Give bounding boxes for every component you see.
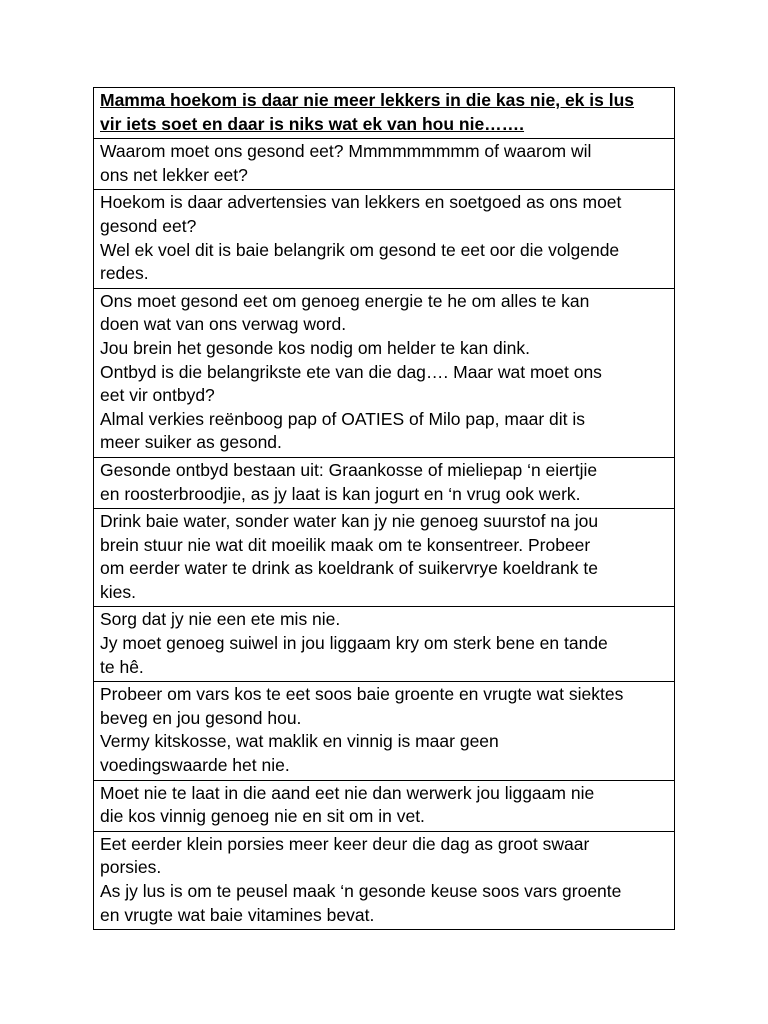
text-line: Drink baie water, sonder water kan jy nie genoeg suurstof na jou [100,511,599,532]
table-row [94,607,675,682]
text-line: die kos vinnig genoeg nie en sit om in vet. [100,806,425,827]
text-line: voedingswaarde het nie. [100,755,290,776]
text-line: gesond eet? [100,215,197,236]
heading-line: vir iets soet en daar is niks wat ek van hou nie……. [100,113,525,134]
text-line: Almal verkies reënboog pap of OATIES of Milo pap, maar dit is [100,408,586,429]
table-row [94,139,675,190]
text-line: beveg en jou gesond hou. [100,707,302,728]
heading-row [94,88,675,139]
table-cell [94,288,675,457]
text-line: Ontbyd is die belangrikste ete van die dag…. Maar wat moet ons [100,361,602,382]
table-cell [94,139,675,190]
text-line: brein stuur nie wat dit moeilik maak om te konsentreer. Probeer [100,534,591,555]
text-line: kies. [100,581,136,602]
text-line: Probeer om vars kos te eet soos baie groente en vrugte wat siektes [100,684,624,705]
text-line: Eet eerder klein porsies meer keer deur die dag as groot swaar [100,833,590,854]
table-row [94,457,675,508]
text-line: Jou brein het gesonde kos nodig om helder te kan dink. [100,337,531,358]
text-line: en vrugte wat baie vitamines bevat. [100,904,375,925]
text-line: Sorg dat jy nie een ete mis nie. [100,609,341,630]
text-line: eet vir ontbyd? [100,385,215,406]
table-cell [94,682,675,780]
table-row [94,780,675,831]
table-row [94,682,675,780]
table-row [94,190,675,288]
text-line: redes. [100,263,149,284]
text-line: Ons moet gesond eet om genoeg energie te he om alles te kan [100,290,590,311]
text-line: doen wat van ons verwag word. [100,314,347,335]
text-line: en roosterbroodjie, as jy laat is kan jogurt en ‘n vrug ook werk. [100,483,581,504]
text-line: Moet nie te laat in die aand eet nie dan werwerk jou liggaam nie [100,782,595,803]
text-line: Gesonde ontbyd bestaan uit: Graankosse of mieliepap ‘n eiertjie [100,459,598,480]
table-cell [94,780,675,831]
table-cell [94,831,675,929]
text-line: om eerder water te drink as koeldrank of suikervrye koeldrank te [100,558,599,579]
text-line: Jy moet genoeg suiwel in jou liggaam kry om sterk bene en tande [100,633,608,654]
text-line: Wel ek voel dit is baie belangrik om gesond te eet oor die volgende [100,239,620,260]
table-cell [94,190,675,288]
table-cell [94,509,675,607]
text-line: As jy lus is om te peusel maak ‘n gesonde keuse soos vars groente [100,881,622,901]
table-cell [94,607,675,682]
heading-cell [94,88,675,139]
text-line: ons net lekker eet? [100,164,248,185]
text-line: porsies. [100,857,162,878]
text-line: Vermy kitskosse, wat maklik en vinnig is maar geen [100,731,499,752]
text-line: Waarom moet ons gesond eet? Mmmmmmmmm of waarom wil [100,141,592,162]
table-row [94,831,675,929]
table-row [94,509,675,607]
table-cell [94,457,675,508]
text-line: te hê. [100,656,144,677]
table-row [94,288,675,457]
content-table [93,87,675,930]
heading-line: Mamma hoekom is daar nie meer lekkers in die kas nie, ek is lus [100,90,635,110]
text-line: Hoekom is daar advertensies van lekkers en soetgoed as ons moet [100,192,622,213]
text-line: meer suiker as gesond. [100,432,282,453]
